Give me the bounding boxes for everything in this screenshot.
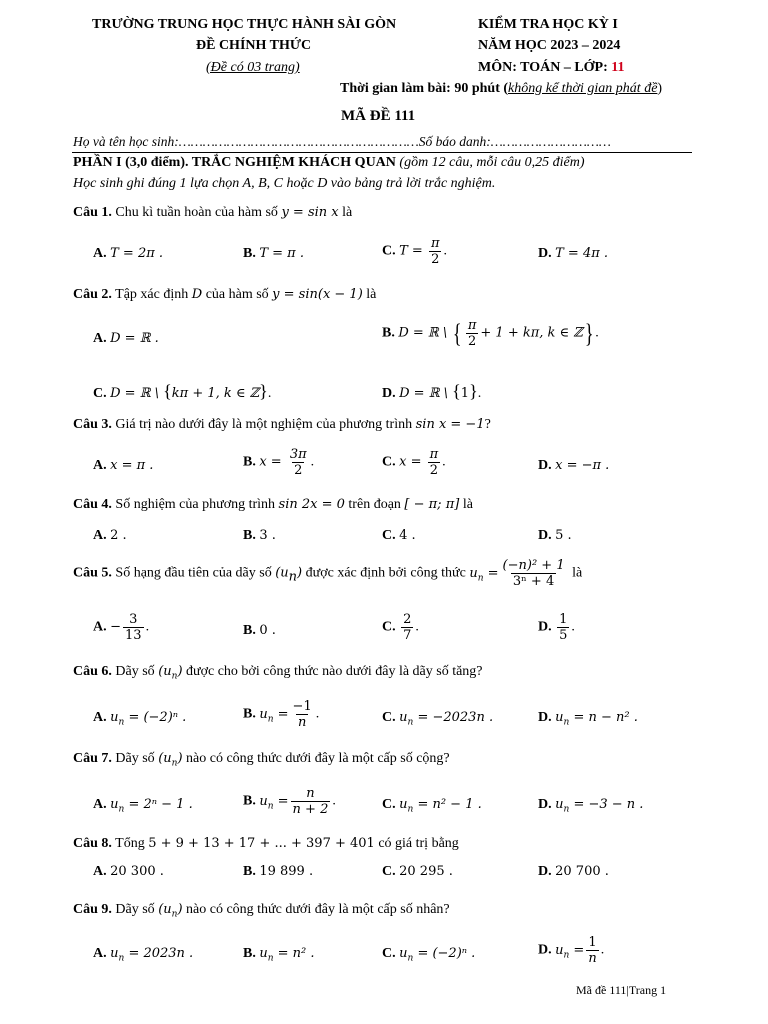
- option-label: C.: [382, 946, 396, 961]
- page-count: (Đề có 03 trang): [206, 60, 300, 75]
- option-text: 20 300 .: [110, 864, 164, 879]
- time-line: [340, 81, 662, 97]
- part1-note: (gồm 12 câu, mỗi câu 0,25 điểm): [395, 155, 585, 170]
- option-label: D.: [538, 619, 552, 635]
- numerator: 3π: [289, 447, 307, 462]
- denominator: 7: [403, 628, 412, 643]
- option-label: B.: [243, 454, 256, 470]
- denominator: n: [297, 715, 307, 730]
- fraction: [288, 447, 309, 478]
- option-label: D.: [538, 458, 552, 473]
- option-text: = n² − 1 .: [417, 797, 482, 812]
- q5-option-a[interactable]: A. − $\frac{3}{13}$ .: [93, 612, 150, 643]
- option-text: 0 .: [259, 623, 276, 638]
- option-label: D.: [382, 386, 396, 401]
- option-text: 19 899 .: [259, 864, 314, 879]
- q2-option-d[interactable]: D. D = ℝ \ {1}.: [382, 381, 482, 401]
- q4-option-c[interactable]: [382, 528, 416, 544]
- option-text: 5 .: [555, 528, 572, 543]
- q6-option-d[interactable]: D. $u_n = n - n^2$ .: [538, 710, 638, 728]
- option-text: D = ℝ .: [110, 331, 159, 346]
- time-suffix: ): [657, 81, 663, 96]
- question-3: [73, 417, 491, 433]
- q3-equation: sin x = −1: [415, 417, 485, 432]
- option-text: = 2ⁿ − 1 .: [128, 797, 193, 812]
- q7-number: Câu 7.: [73, 751, 112, 766]
- numerator: n: [306, 786, 315, 801]
- part1-instruction: Học sinh ghi đúng 1 lựa chọn A, B, C hoặc D vào bảng trả lời trắc nghiệm.: [73, 176, 496, 191]
- q6-option-a[interactable]: A. $u_n = (-2)^n$ .: [93, 710, 187, 728]
- fraction: [291, 786, 331, 817]
- question-4: [73, 497, 473, 513]
- option-label: A.: [93, 528, 107, 543]
- fraction: [291, 699, 314, 730]
- option-text: D = ℝ \: [110, 386, 164, 401]
- q5-formula: [501, 558, 567, 589]
- question-6: Câu 6. Dãy số $(u_n)$ được cho bởi công thức nào dưới đây là dãy số tăng?: [73, 664, 483, 682]
- option-text: 20 295 .: [399, 864, 453, 879]
- denominator: 2: [431, 252, 440, 267]
- time-label: Thời gian làm bài: 90 phút (: [340, 81, 509, 96]
- q8-option-b[interactable]: [243, 864, 313, 880]
- q7-option-d[interactable]: D. $u_n = -3 - n$ .: [538, 797, 644, 815]
- q5-text2: được xác định bởi công thức: [302, 565, 470, 581]
- q6-text: Dãy số: [111, 664, 159, 679]
- grade-value: 11: [611, 60, 625, 75]
- exam-title: KIỂM TRA HỌC KỲ I: [478, 17, 618, 32]
- q8-option-c[interactable]: [382, 864, 453, 880]
- q2-option-c[interactable]: C. D = ℝ \ {kπ + 1, k ∈ ℤ}.: [93, 381, 272, 401]
- q6-option-c[interactable]: C. $u_n = -2023n$ .: [382, 710, 494, 728]
- fraction: [429, 236, 442, 267]
- option-text: = n² .: [277, 946, 315, 961]
- option-label: A.: [93, 619, 107, 635]
- option-label: B.: [243, 864, 256, 879]
- q9-option-c[interactable]: C. $u_n = (-2)^n$ .: [382, 946, 476, 964]
- option-text: = 2023n .: [128, 946, 194, 961]
- option-label: D.: [538, 710, 552, 725]
- option-text: x = −π .: [555, 458, 610, 473]
- option-text: T =: [399, 243, 427, 259]
- option-text: 2 .: [110, 528, 127, 543]
- option-text: = n − n² .: [573, 710, 638, 725]
- q5-option-d[interactable]: D. $\frac{1}{5}$ .: [538, 612, 575, 643]
- q2-option-a[interactable]: [93, 331, 159, 347]
- q1-option-c[interactable]: C. T = $\frac{\pi}{2}$ .: [382, 236, 447, 267]
- q3-option-b[interactable]: B. x = $\frac{3\pi}{2}$ .: [243, 447, 315, 478]
- q8-number: Câu 8.: [73, 836, 112, 851]
- option-label: A.: [93, 331, 107, 346]
- option-label: D.: [538, 528, 552, 543]
- q7-option-c[interactable]: C. $u_n = n^2 - 1$ .: [382, 797, 482, 815]
- option-text: 4 .: [399, 528, 416, 543]
- q3-option-d[interactable]: [538, 458, 609, 474]
- numerator: 1: [588, 935, 597, 950]
- numerator: −1: [292, 699, 312, 714]
- option-label: C.: [93, 386, 107, 401]
- q6-text2: được cho bởi công thức nào dưới đây là dãy số tăng?: [182, 664, 483, 679]
- q4-option-b[interactable]: [243, 528, 276, 544]
- q1-after: là: [338, 205, 353, 220]
- school-name: TRƯỜNG TRUNG HỌC THỰC HÀNH SÀI GÒN: [92, 17, 397, 32]
- option-label: A.: [93, 458, 107, 473]
- question-7: Câu 7. Dãy số $(u_n)$ nào có công thức dưới đây là một cấp số cộng?: [73, 751, 450, 769]
- q9-option-d[interactable]: D. $u_n$ = $\frac{1}{n}$ .: [538, 935, 605, 966]
- q8-option-d[interactable]: [538, 864, 609, 880]
- time-note: không kể thời gian phát đề: [508, 81, 658, 96]
- q2-text2: của hàm số: [202, 287, 273, 302]
- numerator: π: [429, 447, 439, 462]
- numerator: 1: [559, 612, 568, 627]
- option-text: x =: [259, 454, 286, 470]
- option-text: 3 .: [259, 528, 276, 543]
- q2-text: Tập xác định: [111, 287, 192, 302]
- option-text: x =: [399, 454, 426, 470]
- fraction: [586, 935, 598, 966]
- option-label: C.: [382, 454, 396, 470]
- option-label: A.: [93, 864, 107, 879]
- part1-title: PHẦN I (3,0 điểm). TRẮC NGHIỆM KHÁCH QUAN: [73, 155, 396, 170]
- q1-number: Câu 1.: [73, 205, 112, 220]
- q1-text: Chu kì tuần hoàn của hàm số: [111, 205, 282, 220]
- q8-after: có giá trị bằng: [374, 836, 459, 851]
- fraction: [466, 318, 479, 349]
- option-text: = (−2)ⁿ .: [417, 946, 476, 961]
- q2-after: là: [362, 287, 377, 302]
- q9-text: Dãy số: [111, 902, 159, 917]
- option-text: T = 4π .: [555, 246, 609, 261]
- q8-text: Tổng: [111, 836, 149, 851]
- q4-option-d[interactable]: [538, 528, 572, 544]
- fraction: [401, 612, 413, 643]
- q4-equation: sin 2x = 0: [278, 497, 345, 512]
- q4-text: Số nghiệm của phương trình: [111, 497, 279, 512]
- student-info-line: Họ và tên học sinh:……………………………………………………Số báo danh:…………………………: [73, 134, 611, 149]
- option-text: T = π .: [259, 246, 304, 261]
- q5-text: Số hạng đầu tiên của dãy số: [111, 565, 276, 581]
- q9-number: Câu 9.: [73, 902, 112, 917]
- option-text: D = ℝ \: [398, 325, 452, 341]
- q4-interval: [ − π; π]: [404, 497, 460, 512]
- part1-title-line: [73, 155, 584, 171]
- option-label: D.: [538, 864, 552, 879]
- q3-option-c[interactable]: C. x = $\frac{\pi}{2}$ .: [382, 447, 446, 478]
- q5-option-c[interactable]: C. $\frac{2}{7}$ .: [382, 612, 419, 643]
- q9-option-a[interactable]: A. $u_n = 2023n$ .: [93, 946, 194, 964]
- option-text: D = ℝ \: [399, 386, 453, 401]
- header-divider: [72, 152, 692, 153]
- subject-line: [478, 60, 625, 76]
- q1-option-d[interactable]: [538, 246, 608, 262]
- q1-option-b[interactable]: [243, 246, 304, 262]
- numerator: 2: [403, 612, 412, 627]
- option-label: B.: [382, 325, 395, 341]
- option-label: D.: [538, 246, 552, 261]
- brace-close: }: [584, 318, 594, 348]
- q9-text2: nào có công thức dưới đây là một cấp số nhân?: [182, 902, 450, 917]
- q6-option-b[interactable]: B. $u_n$ = $\frac{-1}{n}$ .: [243, 699, 320, 730]
- q8-option-a[interactable]: [93, 864, 164, 880]
- q1-function: y = sin x: [281, 205, 339, 220]
- option-label: A.: [93, 246, 107, 261]
- numerator: 3: [129, 612, 138, 627]
- q2-var: D: [191, 287, 203, 302]
- q4-text2: trên đoạn: [344, 497, 405, 512]
- option-label: B.: [243, 528, 256, 543]
- option-label: C.: [382, 243, 396, 259]
- q7-text: Dãy số: [111, 751, 159, 766]
- option-text: = −3 − n .: [573, 797, 644, 812]
- page-footer: Mã đề 111|Trang 1: [576, 983, 667, 997]
- denominator: 13: [125, 628, 142, 643]
- option-label: C.: [382, 619, 396, 635]
- option-label: B.: [243, 706, 256, 722]
- denominator: 2: [467, 334, 477, 349]
- q7-option-a[interactable]: A. $u_n = 2^n - 1$ .: [93, 797, 193, 815]
- fraction: [557, 612, 569, 643]
- option-label: C.: [382, 710, 396, 725]
- q3-text: Giá trị nào dưới đây là một nghiệm của phương trình: [111, 417, 416, 432]
- denominator: 2: [429, 463, 439, 478]
- option-label: A.: [93, 797, 107, 812]
- option-label: A.: [93, 946, 107, 961]
- q1-option-a[interactable]: [93, 246, 163, 262]
- option-text: = (−2)ⁿ .: [128, 710, 187, 725]
- q7-option-b[interactable]: B. $u_n$ = $\frac{n}{n + 2}$ .: [243, 786, 336, 817]
- numerator: π: [467, 318, 477, 333]
- denominator: 3ⁿ + 4: [512, 574, 555, 589]
- question-9: Câu 9. Dãy số $(u_n)$ nào có công thức dưới đây là một cấp số nhân?: [73, 902, 450, 920]
- option-label: C.: [382, 864, 396, 879]
- q5-option-b[interactable]: [243, 623, 276, 639]
- q2-number: Câu 2.: [73, 287, 112, 302]
- option-label: B.: [243, 623, 256, 638]
- fraction: [428, 447, 441, 478]
- q6-number: Câu 6.: [73, 664, 112, 679]
- q4-after: là: [459, 497, 473, 512]
- exam-code: MÃ ĐỀ 111: [341, 108, 416, 124]
- option-label: B.: [243, 246, 256, 261]
- option-label: A.: [93, 710, 107, 725]
- q5-number: Câu 5.: [73, 565, 112, 581]
- fraction: [123, 612, 144, 643]
- option-label: D.: [538, 797, 552, 812]
- q5-seq: (u: [275, 565, 289, 581]
- numerator: (−n)² + 1: [502, 558, 565, 573]
- q7-text2: nào có công thức dưới đây là một cấp số cộng?: [182, 751, 450, 766]
- brace-open: {: [453, 318, 462, 348]
- option-text: x = π .: [110, 458, 154, 473]
- q3-number: Câu 3.: [73, 417, 112, 432]
- subject-label: MÔN: TOÁN – LỚP:: [478, 60, 612, 75]
- q9-option-b[interactable]: B. $u_n = n^2$ .: [243, 946, 315, 964]
- option-text: T = 2π .: [110, 246, 164, 261]
- school-year: NĂM HỌC 2023 – 2024: [478, 38, 621, 53]
- q2-option-b[interactable]: B. D = ℝ \ { $\frac{\pi}{2}$ + 1 + kπ, k ∈ ℤ} .: [382, 318, 599, 349]
- option-label: D.: [538, 942, 552, 958]
- q8-sum: 5 + 9 + 13 + 17 + ... + 397 + 401: [148, 836, 375, 851]
- q3-option-a[interactable]: [93, 458, 153, 474]
- denominator: 2: [294, 463, 303, 478]
- option-text-rest: + 1 + kπ, k ∈ ℤ: [480, 325, 583, 341]
- option-label: C.: [382, 797, 396, 812]
- q4-number: Câu 4.: [73, 497, 112, 512]
- q4-option-a[interactable]: [93, 528, 127, 544]
- option-label: B.: [243, 946, 256, 961]
- set-content: 1: [460, 386, 470, 401]
- set-content: kπ + 1, k ∈ ℤ: [171, 386, 260, 401]
- q2-function: y = sin(x − 1): [272, 287, 363, 302]
- denominator: 5: [559, 628, 568, 643]
- numerator: π: [430, 236, 440, 251]
- question-1: [73, 205, 352, 221]
- official-label: ĐỀ CHÍNH THỨC: [196, 38, 312, 53]
- option-label: B.: [243, 793, 256, 809]
- option-text: 20 700 .: [555, 864, 609, 879]
- question-2: [73, 287, 376, 303]
- question-5: Câu 5. Số hạng đầu tiên của dãy số $(u_n)$ được xác định bởi công thức $u_n$ = $\frac{\text{(−n)² + 1}}{\text{3ⁿ + 4}}$ là: [73, 558, 583, 589]
- denominator: n + 2: [292, 802, 329, 817]
- option-text: = −2023n .: [417, 710, 494, 725]
- q3-after: ?: [484, 417, 491, 432]
- option-label: C.: [382, 528, 396, 543]
- question-8: [73, 836, 459, 852]
- q5-after: là: [568, 565, 583, 581]
- denominator: n: [588, 951, 597, 966]
